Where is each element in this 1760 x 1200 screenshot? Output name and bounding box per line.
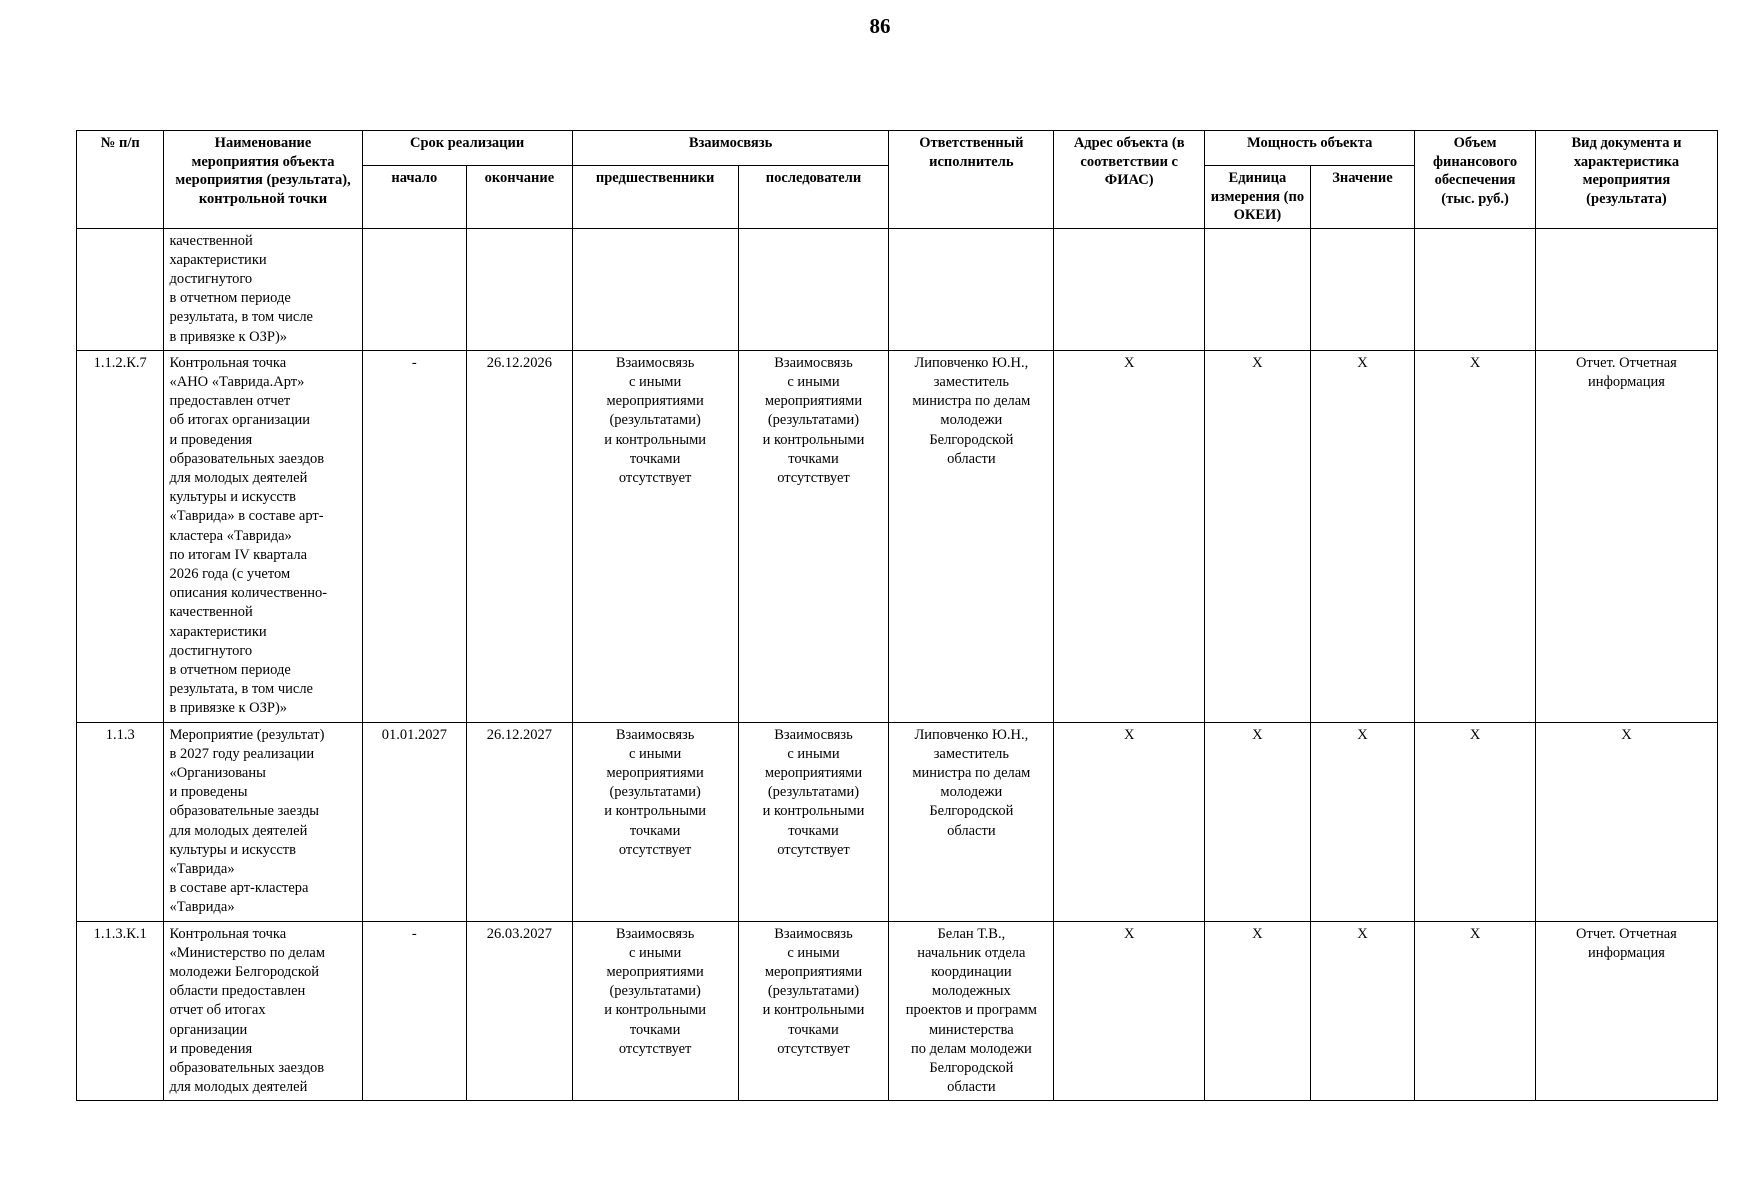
table-row bbox=[77, 921, 1718, 1101]
cell-unit bbox=[1205, 228, 1311, 350]
header-responsible: Ответственный исполнитель bbox=[889, 131, 1054, 229]
header-term-start: начало bbox=[362, 166, 467, 229]
header-term: Срок реализации bbox=[362, 131, 572, 166]
cell-succ: Взаимосвязь с иными мероприятиями (результатами) и контрольными точками отсутствует bbox=[738, 722, 889, 921]
cell-succ: Взаимосвязь с иными мероприятиями (результатами) и контрольными точками отсутствует bbox=[738, 921, 889, 1101]
cell-responsible: Липовченко Ю.Н., заместитель министра по делам молодежи Белгородской области bbox=[889, 722, 1054, 921]
table-row bbox=[77, 722, 1718, 921]
cell-finance bbox=[1415, 228, 1536, 350]
header-link-pred: предшественники bbox=[572, 166, 738, 229]
cell-finance: X bbox=[1415, 722, 1536, 921]
cell-address bbox=[1054, 228, 1205, 350]
header-link-succ: последователи bbox=[738, 166, 889, 229]
cell-address: X bbox=[1054, 350, 1205, 722]
cell-succ: Взаимосвязь с иными мероприятиями (результатами) и контрольными точками отсутствует bbox=[738, 350, 889, 722]
cell-unit: X bbox=[1205, 722, 1311, 921]
cell-pred: Взаимосвязь с иными мероприятиями (результатами) и контрольными точками отсутствует bbox=[572, 350, 738, 722]
cell-start: - bbox=[362, 921, 467, 1101]
page-number: 86 bbox=[869, 14, 891, 38]
cell-doc bbox=[1535, 228, 1717, 350]
plan-table bbox=[76, 130, 1718, 1101]
cell-pred bbox=[572, 228, 738, 350]
cell-finance: X bbox=[1415, 350, 1536, 722]
cell-pred: Взаимосвязь с иными мероприятиями (результатами) и контрольными точками отсутствует bbox=[572, 722, 738, 921]
header-name: Наименование мероприятия объекта мероприятия (результата), контрольной точки bbox=[164, 131, 362, 229]
cell-num bbox=[77, 228, 164, 350]
header-capacity: Мощность объекта bbox=[1205, 131, 1415, 166]
header-link: Взаимосвязь bbox=[572, 131, 889, 166]
cell-pred: Взаимосвязь с иными мероприятиями (результатами) и контрольными точками отсутствует bbox=[572, 921, 738, 1101]
header-num: № п/п bbox=[77, 131, 164, 229]
cell-end: 26.03.2027 bbox=[467, 921, 573, 1101]
cell-responsible: Липовченко Ю.Н., заместитель министра по делам молодежи Белгородской области bbox=[889, 350, 1054, 722]
header-term-end: окончание bbox=[467, 166, 573, 229]
cell-value bbox=[1310, 228, 1415, 350]
cell-responsible bbox=[889, 228, 1054, 350]
cell-name: Мероприятие (результат) в 2027 году реализации «Организованы и проведены образовательные заезды для молодых деятелей культуры и искусств «Таврида» в составе арт-кластера «Таврида» bbox=[164, 722, 362, 921]
cell-address: X bbox=[1054, 921, 1205, 1101]
header-finance: Объем финансового обеспечения (тыс. руб.) bbox=[1415, 131, 1536, 229]
cell-num: 1.1.3.К.1 bbox=[77, 921, 164, 1101]
header-address: Адрес объекта (в соответствии с ФИАС) bbox=[1054, 131, 1205, 229]
table-row bbox=[77, 350, 1718, 722]
cell-num: 1.1.2.К.7 bbox=[77, 350, 164, 722]
header-row-top bbox=[77, 131, 1718, 166]
cell-name: качественной характеристики достигнутого в отчетном периоде результата, в том числе в привязке к ОЗР)» bbox=[164, 228, 362, 350]
cell-address: X bbox=[1054, 722, 1205, 921]
header-capacity-unit: Единица измерения (по ОКЕИ) bbox=[1205, 166, 1311, 229]
cell-unit: X bbox=[1205, 350, 1311, 722]
cell-responsible: Белан Т.В., начальник отдела координации молодежных проектов и программ министерства по делам молодежи Белгородской области bbox=[889, 921, 1054, 1101]
table-row bbox=[77, 228, 1718, 350]
cell-succ bbox=[738, 228, 889, 350]
cell-start: - bbox=[362, 350, 467, 722]
cell-end: 26.12.2026 bbox=[467, 350, 573, 722]
cell-value: X bbox=[1310, 722, 1415, 921]
header-doc: Вид документа и характеристика мероприятия (результата) bbox=[1535, 131, 1717, 229]
cell-value: X bbox=[1310, 921, 1415, 1101]
cell-value: X bbox=[1310, 350, 1415, 722]
cell-unit: X bbox=[1205, 921, 1311, 1101]
cell-end: 26.12.2027 bbox=[467, 722, 573, 921]
cell-doc: Отчет. Отчетная информация bbox=[1535, 921, 1717, 1101]
cell-doc: X bbox=[1535, 722, 1717, 921]
cell-num: 1.1.3 bbox=[77, 722, 164, 921]
cell-start: 01.01.2027 bbox=[362, 722, 467, 921]
cell-doc: Отчет. Отчетная информация bbox=[1535, 350, 1717, 722]
header-capacity-value: Значение bbox=[1310, 166, 1415, 229]
cell-start bbox=[362, 228, 467, 350]
cell-name: Контрольная точка «АНО «Таврида.Арт» предоставлен отчет об итогах организации и проведения образовательных заездов для молодых деятелей культуры и искусств «Таврида» в составе арт- кластера «Таврида» по итогам IV квартала 2026 года (с учетом описания количественно- качественной характеристики достигнутого в отчетном периоде результата, в том числе в привязке к ОЗР)» bbox=[164, 350, 362, 722]
cell-finance: X bbox=[1415, 921, 1536, 1101]
cell-end bbox=[467, 228, 573, 350]
cell-name: Контрольная точка «Министерство по делам молодежи Белгородской области предоставлен отчет об итогах организации и проведения образовательных заездов для молодых деятелей bbox=[164, 921, 362, 1101]
